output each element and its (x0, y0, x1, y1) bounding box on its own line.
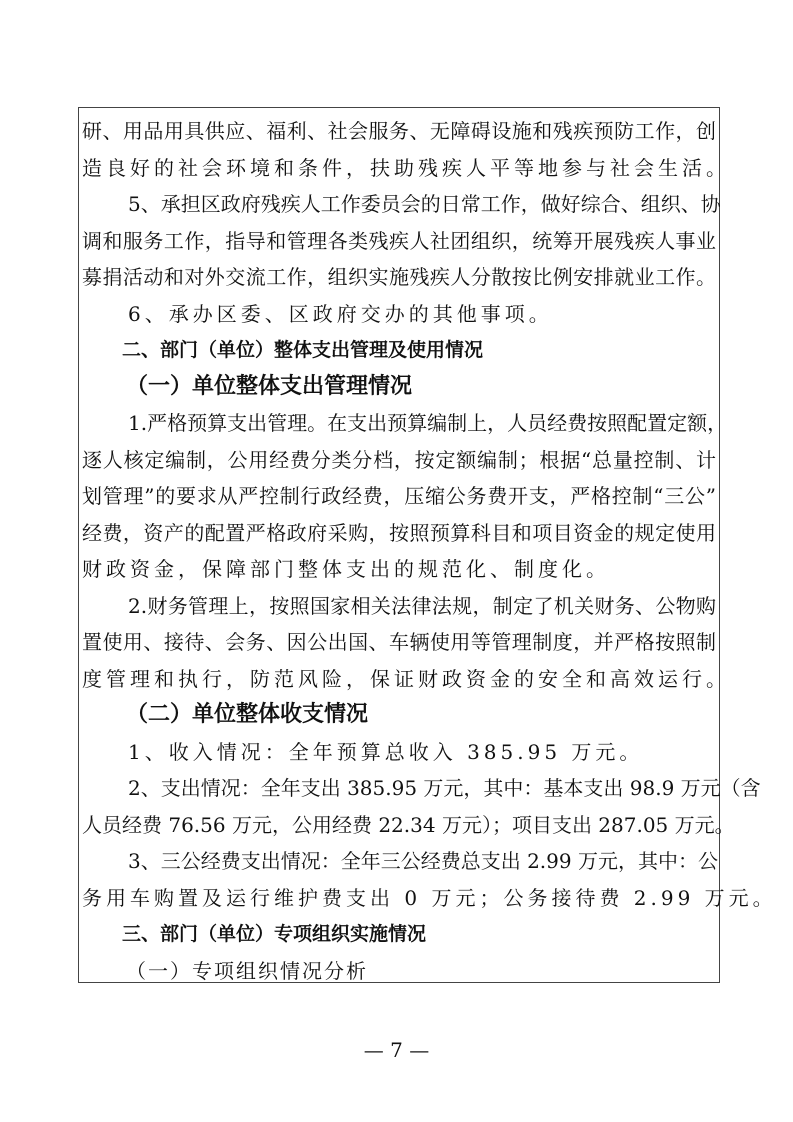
body-line: 5、承担区政府残疾人工作委员会的日常工作，做好综合、组织、协 (128, 192, 721, 216)
section-heading: 三、部门（单位）专项组织实施情况 (122, 923, 427, 945)
body-line: 调和服务工作，指导和管理各类残疾人社团组织，统筹开展残疾人事业 (82, 228, 716, 253)
body-line: 研、用品用具供应、福利、社会服务、无障碍设施和残疾预防工作，创 (82, 119, 716, 143)
body-line: 2.财务管理上，按照国家相关法律法规，制定了机关财务、公物购 (128, 593, 716, 618)
body-line: 募捐活动和对外交流工作，组织实施残疾人分散按比例安排就业工作。 (82, 265, 716, 289)
section-heading: 二、部门（单位）整体支出管理及使用情况 (122, 339, 484, 361)
body-line: 1.严格预算支出管理。在支出预算编制上，人员经费按照配置定额， (128, 411, 728, 435)
body-line: 务用车购置及运行维护费支出 0 万元；公务接待费 2.99 万元。 (82, 885, 777, 910)
body-line: 经费，资产的配置严格政府采购，按照预算科目和项目资金的规定使用 (82, 520, 716, 545)
subsection-heading: （一）专项组织情况分析 (126, 958, 368, 983)
body-line: 人员经费 76.56 万元，公用经费 22.34 万元）；项目支出 287.05 万元。 (82, 812, 735, 837)
body-line: 划管理”的要求从严控制行政经费，压缩公务费开支，严格控制“三公” (82, 484, 716, 508)
body-line: 置使用、接待、会务、因公出国、车辆使用等管理制度，并严格按照制 (82, 630, 716, 654)
body-line: 2、支出情况：全年支出 385.95 万元，其中：基本支出 98.9 万元（含 (128, 776, 761, 800)
body-line: 度管理和执行，防范风险，保证财政资金的安全和高效运行。 (82, 666, 730, 691)
body-line: 造良好的社会环境和条件，扶助残疾人平等地参与社会生活。 (82, 155, 730, 180)
body-line: 1、收入情况：全年预算总收入 385.95 万元。 (128, 739, 644, 764)
body-line: 6、承办区委、区政府交办的其他事项。 (128, 301, 553, 326)
subsection-heading: （二）单位整体收支情况 (126, 702, 369, 727)
body-line: 财政资金，保障部门整体支出的规范化、制度化。 (82, 557, 610, 581)
body-line: 逐人核定编制，公用经费分类分档，按定额编制；根据“总量控制、计 (82, 447, 716, 472)
page-number: — 7 — (363, 1038, 430, 1062)
body-line: 3、三公经费支出情况：全年三公经费总支出 2.99 万元，其中：公 (128, 849, 718, 873)
subsection-heading: （一）单位整体支出管理情况 (126, 373, 413, 399)
